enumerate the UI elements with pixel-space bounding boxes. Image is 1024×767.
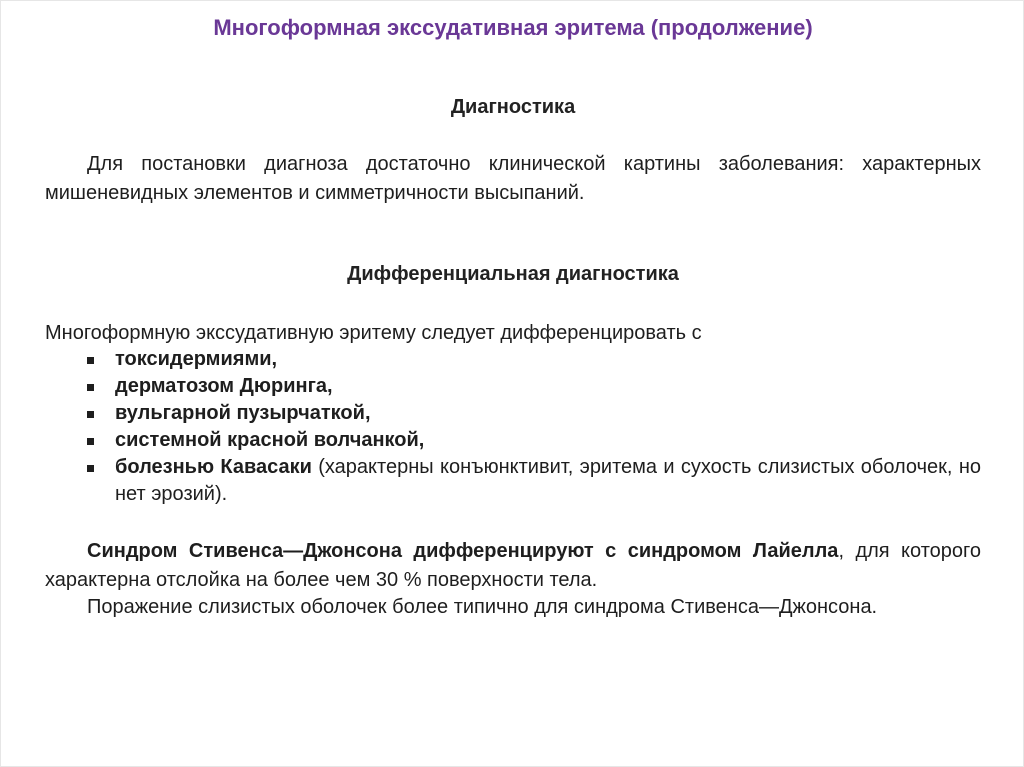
square-bullet-icon (87, 411, 94, 418)
list-item (1, 427, 981, 454)
diagnostics-paragraph (45, 150, 981, 208)
diagnostics-text: Для постановки диагноза достаточно клинической картины заболевания: характерных мишеневидных элементов и симметричности высыпаний. (45, 153, 981, 204)
lesion-paragraph (45, 593, 981, 622)
list-item-bold: вульгарной пузырчаткой, (115, 402, 371, 424)
differential-heading: Дифференциальная диагностика (347, 263, 679, 285)
square-bullet-icon (87, 384, 94, 391)
list-item (1, 373, 981, 400)
differential-intro: Многоформную экссудативную эритему следует дифференцировать с (45, 322, 702, 344)
square-bullet-icon (87, 465, 94, 472)
square-bullet-icon (87, 357, 94, 364)
list-item (1, 454, 981, 508)
list-item-bold: системной красной волчанкой, (115, 429, 425, 451)
syndrome-bold-text: Синдром Стивенса—Джонсона дифференцируют с синдромом Лайелла (87, 540, 839, 562)
list-item (1, 346, 981, 373)
list-item-bold: дерматозом Дюринга, (115, 375, 333, 397)
differential-list (1, 346, 1024, 508)
list-item-text: (характерны конъюнктивит, эритема и сухость слизистых оболочек, но нет эрозий). (115, 456, 981, 505)
list-item-bold: болезнью Кавасаки (115, 456, 312, 478)
lesion-text: Поражение слизистых оболочек более типично для синдрома Стивенса—Джонсона. (87, 596, 878, 618)
diagnostics-heading: Диагностика (450, 96, 576, 118)
syndrome-text: , для которого характерна отслойка на более чем 30 % поверхности тела. (45, 540, 981, 591)
syndrome-paragraph (45, 537, 981, 595)
list-item-bold: токсидермиями, (115, 348, 278, 370)
slide-title: Многоформная экссудативная эритема (продолжение) (213, 15, 813, 40)
square-bullet-icon (87, 438, 94, 445)
list-item (1, 400, 981, 427)
